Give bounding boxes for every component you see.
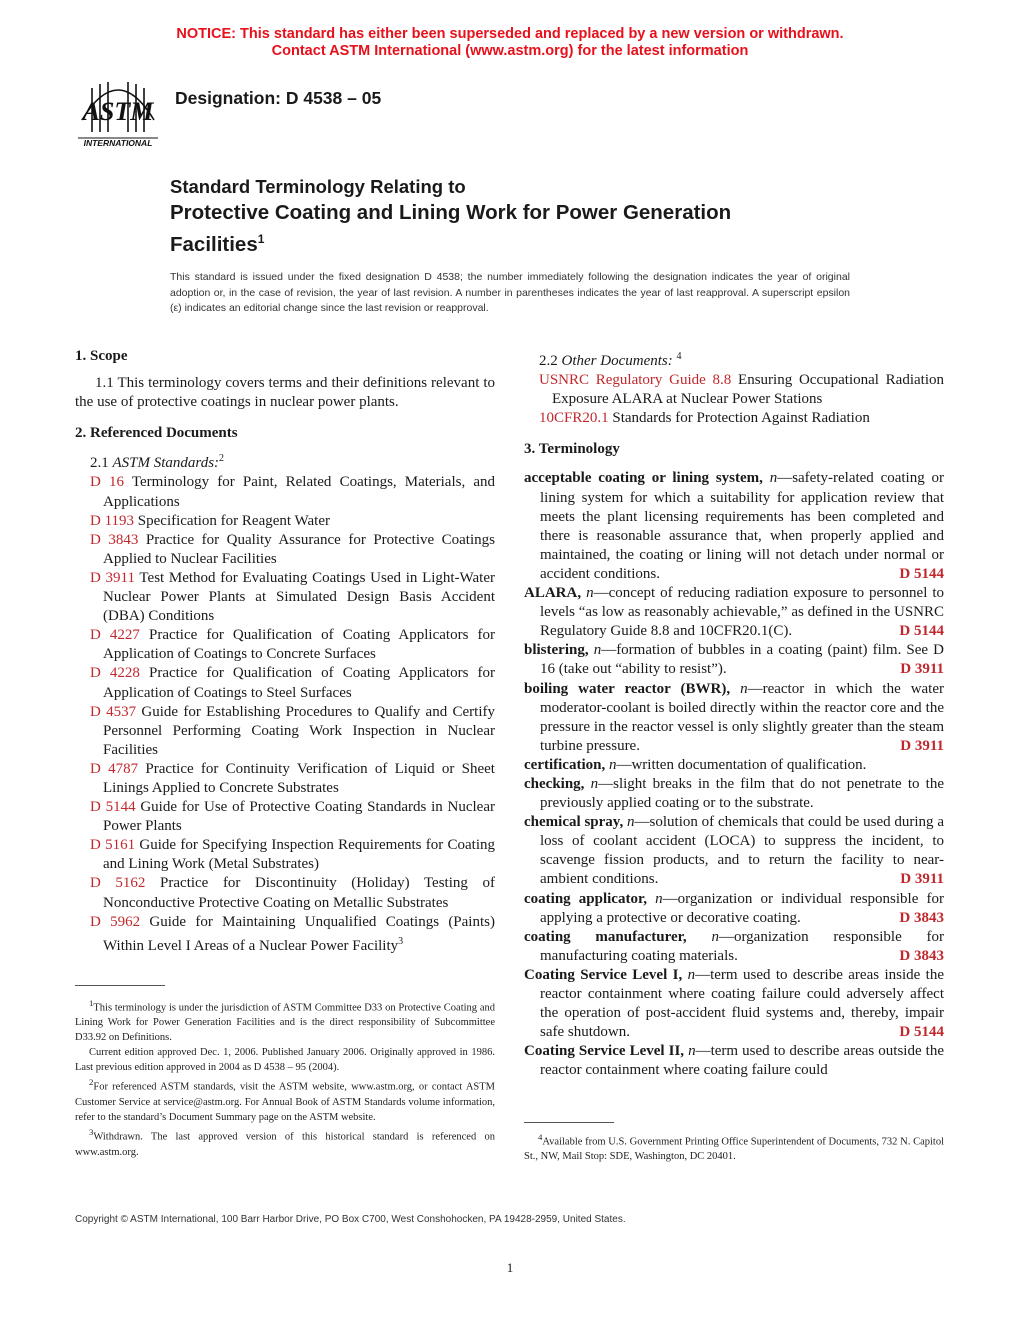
reference-item	[90, 703, 495, 760]
term-source-link[interactable]: D 5144	[899, 1024, 944, 1041]
term-name: chemical spray,	[524, 814, 624, 831]
term-part-of-speech: n	[711, 928, 719, 945]
term-definition: —term used to describe areas outside the reactor containment where coating failure could	[540, 1043, 945, 1079]
term-definition: —formation of bubbles in a coating (paint) film. See D 16 (take out “ability to resist”).	[540, 642, 944, 678]
footnote-mark: 3	[398, 935, 404, 947]
reference-item	[90, 569, 495, 626]
footnote-text: Available from U.S. Government Printing Office Superintendent of Documents, 732 N. Capitol St., NW, Mail Stop: SDE, Washington, DC 20401.	[524, 1136, 944, 1163]
term-source-link[interactable]: D 3843	[899, 909, 944, 926]
footnotes-right	[524, 1130, 944, 1165]
other-documents-subheading: 2.2 Other Documents: $^4$	[539, 351, 682, 369]
term-definition: —slight breaks in the film that do not penetrate to the previously applied coating or to the substrate.	[540, 775, 945, 812]
reference-code-link[interactable]: D 4787	[90, 760, 139, 777]
reference-title: Practice for Continuity Verification of Liquid or Sheet Linings Applied to Concrete Substrates	[103, 760, 495, 796]
right-column	[524, 347, 944, 1080]
reference-item	[90, 836, 495, 874]
reference-title: Practice for Discontinuity (Holiday) Testing of Nonconductive Protective Coating on Metallic Substrates	[103, 875, 495, 911]
term-part-of-speech: n	[655, 890, 663, 907]
other-document-title: Standards for Protection Against Radiation	[608, 410, 870, 427]
reference-title: Guide for Establishing Procedures to Qualify and Certify Personnel Performing Coating Work Inspection in Nuclear Facilities	[103, 703, 495, 758]
terminology-heading: 3. Terminology	[524, 441, 620, 458]
reference-code-link[interactable]: D 5162	[90, 875, 146, 892]
reference-code-link[interactable]: D 5144	[90, 799, 136, 816]
copyright: Copyright © ASTM International, 100 Barr Harbor Drive, PO Box C700, West Conshohocken, PA 19428-2959, United States.	[75, 1214, 626, 1225]
term-name: coating manufacturer,	[524, 928, 687, 945]
logo-subtitle: INTERNATIONAL	[83, 138, 153, 148]
reference-item	[90, 473, 495, 511]
title-line-3: Facilities	[170, 232, 258, 256]
astm-logo	[72, 80, 164, 152]
term-entry	[524, 966, 944, 1042]
term-name: blistering,	[524, 642, 589, 659]
term-part-of-speech: n	[586, 585, 594, 602]
term-part-of-speech: n	[627, 814, 635, 831]
scope-heading: 1. Scope	[75, 348, 128, 364]
footnotes-left	[75, 996, 495, 1160]
designation: Designation: D 4538 – 05	[175, 88, 382, 108]
footnote-rule-right	[524, 1122, 614, 1123]
reference-title: Guide for Specifying Inspection Requirements for Coating and Lining Work (Metal Substrates)	[103, 837, 495, 873]
term-entry	[524, 1042, 944, 1080]
term-part-of-speech: n	[687, 966, 696, 983]
term-entry	[524, 928, 944, 966]
footnote-text: For referenced ASTM standards, visit the ASTM website, www.astm.org, or contact ASTM Customer Service at service@astm.org. For Annual Book of ASTM Standards volume information, refer to the standard’s Document Summary page on the ASTM website.	[75, 1081, 495, 1123]
reference-list	[75, 473, 495, 955]
reference-code-link[interactable]: D 1193	[90, 512, 135, 529]
term-entry	[524, 584, 944, 641]
reference-title: Test Method for Evaluating Coatings Used in Light-Water Nuclear Power Plants at Simulated Design Basis Accident (DBA) Conditions	[103, 569, 495, 625]
term-part-of-speech: n	[608, 756, 617, 773]
term-definition: —solution of chemicals that could be used during a loss of coolant accident (LOCA) to suppress the incident, to scavenge fission products, and to return the facility to near-ambient conditions.	[540, 814, 945, 888]
term-definition: —reactor in which the water moderator-coolant is boiled directly within the reactor core and the pressure in the reactor vessel is only slightly greater than the steam turbine pressure.	[540, 680, 945, 754]
term-definition: —written documentation of qualification.	[616, 756, 867, 773]
term-name: Coating Service Level I,	[524, 966, 683, 983]
reference-title: Practice for Quality Assurance for Protective Coatings Applied to Nuclear Facilities	[103, 531, 495, 567]
other-document-title: Ensuring Occupational Radiation Exposure ALARA at Nuclear Power Stations	[552, 372, 944, 408]
reference-code-link[interactable]: D 4227	[90, 627, 140, 644]
reference-code-link[interactable]: D 4228	[90, 665, 140, 682]
footnote	[75, 1046, 495, 1076]
page-number: 1	[506, 1260, 514, 1275]
scope-text: 1.1 This terminology covers terms and their definitions relevant to the use of protective coatings in nuclear power plants.	[75, 375, 495, 411]
term-entry	[524, 890, 944, 928]
term-definition: —concept of reducing radiation exposure to personnel to levels “as low as reasonably achievable,” as defined in the USNRC Regulatory Guide 8.8 and 10CFR20.1(C).	[540, 585, 945, 640]
other-document-link[interactable]: USNRC Regulatory Guide 8.8	[539, 372, 732, 389]
left-column	[75, 347, 495, 956]
issuance-note: This standard is issued under the fixed designation D 4538; the number immediately following the designation indicates the year of original adoption or, in the case of revision, the year of last revision. A number in parentheses indicates the year of last reapproval. A superscript epsilon (ε) indicates an editorial change since the last revision or reapproval.	[170, 271, 850, 314]
reference-title: Guide for Use of Protective Coating Standards in Nuclear Power Plants	[103, 799, 495, 835]
term-entry	[524, 641, 944, 679]
footnote	[75, 1125, 495, 1160]
reference-item	[90, 798, 495, 836]
footnote-text: This terminology is under the jurisdiction of ASTM Committee D33 on Protective Coating and Lining Work for Power Generation Facilities and is the direct responsibility of Subcommittee D33.92 on Definitions.	[75, 1002, 495, 1044]
title-line-1: Standard Terminology Relating to	[170, 176, 466, 197]
reference-code-link[interactable]: D 3843	[90, 531, 139, 548]
term-source-link[interactable]: D 3911	[900, 737, 944, 754]
footnote	[524, 1130, 944, 1165]
term-source-link[interactable]: D 5144	[899, 565, 944, 582]
term-source-link[interactable]: D 3911	[900, 871, 944, 888]
term-part-of-speech: n	[593, 642, 602, 659]
reference-title: Practice for Qualification of Coating Applicators for Application of Coatings to Concrete Surfaces	[103, 627, 495, 663]
notice-banner	[0, 26, 1020, 60]
reference-code-link[interactable]: D 5161	[90, 837, 136, 854]
reference-code-link[interactable]: D 5962	[90, 913, 141, 930]
notice-line-1: NOTICE: This standard has either been superseded and replaced by a new version or withdrawn.	[176, 26, 844, 42]
reference-item	[90, 874, 495, 912]
notice-line-2: Contact ASTM International (www.astm.org) for the latest information	[271, 43, 749, 59]
term-name: certification,	[524, 756, 606, 773]
footnote	[75, 996, 495, 1046]
term-name: coating applicator,	[524, 890, 647, 907]
term-name: Coating Service Level II,	[524, 1043, 685, 1060]
other-document-item	[539, 371, 944, 409]
reference-code-link[interactable]: D 3911	[90, 569, 135, 586]
referenced-heading: 2. Referenced Documents	[75, 425, 238, 442]
term-name: ALARA,	[524, 585, 582, 602]
term-name: checking,	[524, 775, 585, 792]
term-definition: —safety-related coating or lining system for which a suitability for application review that meets the plant licensing requirements has been completed and there is reasonable assurance that, when properly applied and maintained, the coating or lining will not detach under normal or accident conditions.	[540, 470, 945, 582]
title-footnote-mark: 1	[257, 232, 265, 246]
term-part-of-speech: n	[688, 1043, 696, 1060]
reference-code-link[interactable]: D 16	[90, 474, 124, 491]
reference-item	[90, 760, 495, 798]
document-title	[170, 174, 870, 258]
term-source-link[interactable]: D 3843	[899, 947, 944, 964]
footnote	[75, 1075, 495, 1125]
reference-title: Practice for Qualification of Coating Applicators for Application of Coatings to Steel Surfaces	[103, 665, 495, 701]
other-documents-list	[524, 371, 944, 428]
term-entry	[524, 775, 944, 813]
footnote-text: Current edition approved Dec. 1, 2006. Published January 2006. Originally approved in 1986. Last previous edition approved in 2004 as D 4538 – 95 (2004).	[75, 1046, 495, 1073]
term-part-of-speech: n	[740, 680, 748, 697]
reference-title: Guide for Maintaining Unqualified Coatings (Paints) Within Level I Areas of a Nuclear Power Facility	[103, 913, 495, 954]
footnote-mark: 3	[89, 1127, 94, 1138]
term-definition: —organization or individual responsible for applying a protective or decorative coating.	[540, 890, 944, 926]
term-part-of-speech: n	[590, 775, 599, 792]
reference-item	[90, 664, 495, 702]
footnote-mark: 4	[538, 1132, 543, 1142]
reference-item	[90, 531, 495, 569]
astm-standards-subheading: 2.1 ASTM Standards:$^2$	[90, 453, 225, 472]
title-line-2: Protective Coating and Lining Work for Power Generation	[170, 201, 732, 224]
term-definition: —term used to describe areas inside the reactor containment where coating failure could adversely affect the operation of post-accident fluid systems and, thereby, impair safe shutdown.	[540, 966, 945, 1041]
term-list	[524, 469, 944, 1080]
other-document-link[interactable]: 10CFR20.1	[539, 410, 609, 427]
other-document-item	[539, 409, 944, 428]
term-entry	[524, 813, 944, 889]
reference-code-link[interactable]: D 4537	[90, 703, 137, 720]
footnote-mark: 1	[89, 998, 94, 1008]
term-source-link[interactable]: D 3911	[900, 661, 944, 678]
term-part-of-speech: n	[769, 470, 778, 487]
reference-title: Terminology for Paint, Related Coatings, Materials, and Applications	[103, 474, 495, 510]
term-entry	[524, 680, 944, 756]
term-definition: —organization responsible for manufacturing coating materials.	[540, 928, 944, 964]
reference-item	[90, 626, 495, 664]
term-entry	[524, 469, 944, 584]
footnote-text: Withdrawn. The last approved version of this historical standard is referenced on www.astm.org.	[75, 1131, 495, 1158]
term-entry	[524, 756, 944, 775]
reference-title: Specification for Reagent Water	[134, 512, 330, 529]
term-name: acceptable coating or lining system,	[524, 470, 763, 487]
term-name: boiling water reactor (BWR),	[524, 680, 731, 697]
term-source-link[interactable]: D 5144	[899, 623, 944, 640]
logo-text: ASTM	[82, 97, 154, 126]
footnote-mark: 2	[89, 1077, 94, 1088]
footnote-rule-left	[75, 985, 165, 986]
reference-item	[90, 512, 495, 531]
reference-item	[90, 913, 495, 956]
